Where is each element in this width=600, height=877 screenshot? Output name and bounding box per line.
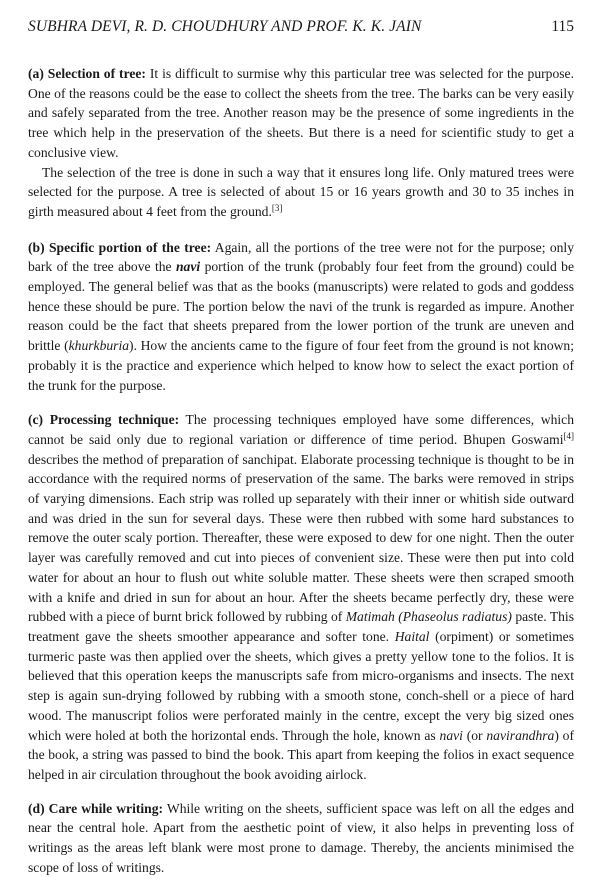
section-processing-technique: [28, 410, 574, 784]
text-run: The selection of the tree is done in such a way that it ensures long life. Only matured trees were selected for the purpose. A tree is selected of about 15 or 16 years growth and 30 to 35 inches in girth measured about 4 feet from the ground.: [28, 164, 574, 219]
running-title: SUBHRA DEVI, R. D. CHOUDHURY AND PROF. K. K. JAIN: [28, 18, 422, 35]
text-run: paste. This treatment gave the sheets smoother appearance and softer tone.: [28, 609, 574, 644]
section-selection-of-tree: [28, 64, 574, 222]
term-khurkburia: khurkburia: [68, 338, 130, 354]
term-navi: navi: [439, 727, 463, 743]
text-run: describes the method of preparation of sanchipat. Elaborate processing technique is thought to be in accordance with the required norms of preservation of the same. The barks were removed in strips of varying dimensions. Each strip was rolled up separately with their inner or whitish side outward and was dried in the sun for several days. These were then rubbed with some hard substances to remove the outer scaly portion. Thereafter, these were exposed to dew for one night. Then the outer layer was carefully removed and cut into pieces of convenient size. These were then put into cold water for about an hour to flush out white soluble matter. These sheets were then scraped smooth with a knife and dried in sun for about an hour. After the sheets became perfectly dry, these were rubbed with a piece of burnt brick followed by rubbing of: [28, 451, 574, 625]
paragraph: [28, 410, 574, 784]
text-run: ) of the book, a string was passed to bind the book. This apart from keeping the folios in exact sequence helped in air circulation throughout the book avoiding airlock.: [28, 727, 574, 782]
paragraph: [28, 238, 574, 396]
text-run: Again, all the portions of the tree were not for the purpose; only bark of the tree above the: [28, 239, 575, 275]
citation-ref: [3]: [271, 202, 283, 213]
section-specific-portion: [28, 238, 574, 396]
section-heading: (d) Care while writing:: [28, 800, 164, 816]
section-heading: (c) Processing technique:: [28, 412, 180, 428]
section-heading: (a) Selection of tree:: [28, 66, 146, 81]
text-run: While writing on the sheets, sufficient space was left on all the edges and near the central hole. Apart from the aesthetic point of view, it also helps in preventing loss of writings as the areas left blank were most prone to damage. Thereby, the ancients minimised the scope of loss of writings.: [28, 800, 574, 875]
running-head: [28, 0, 574, 40]
text-run: It is difficult to surmise why this particular tree was selected for the purpose. One of the reasons could be the ease to collect the sheets from the tree. The barks can be very easily and safely separated from the tree. Another reason may be the presence of some ingredients in the tree which help in the preservation of the sheets. But there is a need for scientific study to get a conclusive view.: [28, 66, 574, 160]
section-heading: (b) Specific portion of the tree:: [28, 239, 212, 255]
section-care-while-writing: [28, 799, 574, 877]
term-navi: navi: [176, 259, 201, 275]
text-run: The processing techniques employed have some differences, which cannot be said only due to regional variation or difference of time period. Bhupen Goswami: [28, 412, 574, 447]
paragraph: [28, 799, 574, 877]
text-run: (or: [462, 727, 487, 743]
paragraph: [28, 163, 574, 222]
text-run: ). How the ancients came to the figure of four feet from the ground is not known; probably it is the practice and experience which helped to know how to select the exact portion of the trunk for the purpose.: [28, 338, 575, 393]
term-haital: Haital: [394, 628, 430, 644]
term-matimah: Matimah (Phaseolus radiatus): [345, 609, 512, 625]
paragraph: [28, 64, 574, 163]
text-run: (orpiment) or sometimes turmeric paste was then applied over the sheets, which gives a pretty yellow tone to the folios. It is believed that this operation keeps the manuscripts safe from micro-organisms and insects. The next step is again sun-drying followed by rubbing with a smooth stone, conch-shell or a piece of hard wood. The manuscript folios were perforated mainly in the centre, except the very big sized ones which were holed at both the horizontal ends. Through the hole, known as: [28, 628, 575, 743]
term-navirandhra: navirandhra: [486, 727, 555, 743]
citation-ref: [4]: [563, 430, 574, 441]
text-run: portion of the trunk (probably four feet from the ground) could be employed. The general belief was that as the books (manuscripts) were related to gods and goddess hence these should be pure. The portion below the navi of the trunk is regarded as impure. Another reason could be the fact that sheets prepared from the lower portion of the trunk are uneven and brittle (: [28, 259, 574, 354]
page-number: 115: [551, 18, 574, 35]
